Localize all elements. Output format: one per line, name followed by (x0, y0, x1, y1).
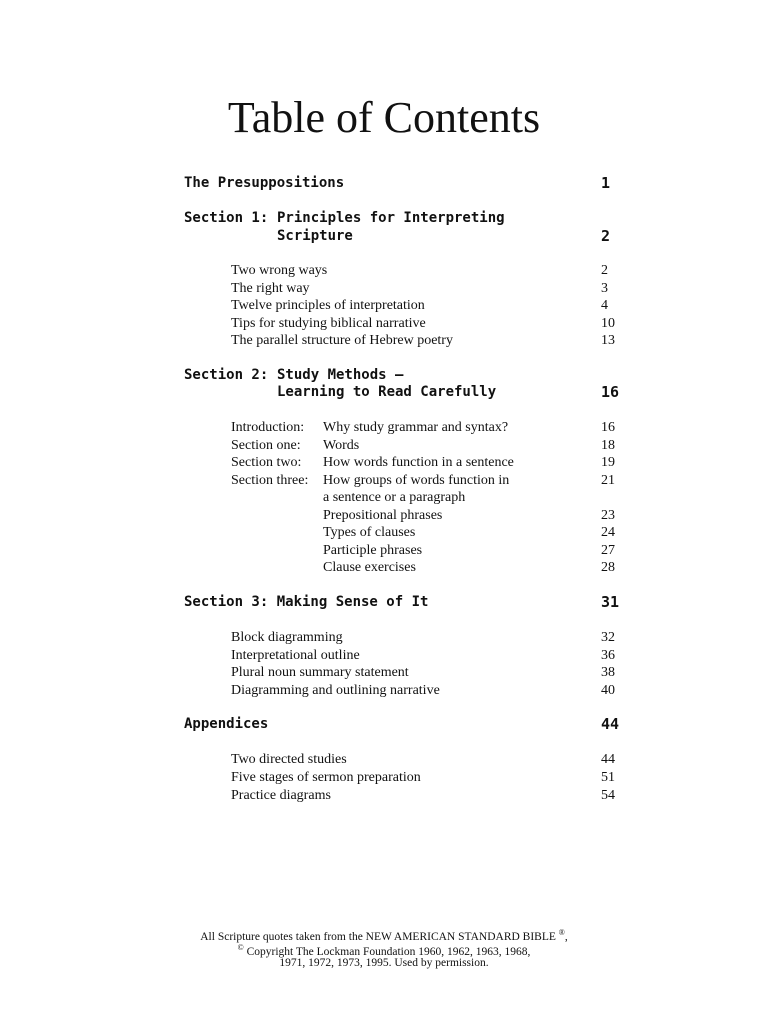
footer-line-2-text: Copyright The Lockman Foundation 1960, 1962, 1963, 1968, (246, 945, 531, 958)
section2-entry-label: Section two: (231, 455, 302, 470)
section2-entry-page: 18 (601, 438, 615, 453)
section1-title-line2: Scripture (277, 228, 353, 244)
footer-line-3: 1971, 1972, 1973, 1995. Used by permission. (279, 957, 489, 969)
section2-entry-label: Section one: (231, 438, 301, 453)
section2-entry-page: 27 (601, 543, 615, 558)
section1-entry-page: 3 (601, 281, 608, 296)
appendices-page: 44 (601, 715, 620, 733)
section1-entry-text: Twelve principles of interpretation (231, 298, 425, 313)
section1-entry-page: 13 (601, 333, 615, 348)
section1-entry-page: 4 (601, 298, 608, 313)
section2-entry-page: 24 (601, 525, 615, 540)
section3-entry-text: Interpretational outline (231, 648, 360, 663)
section2-entry-text: Prepositional phrases (323, 508, 443, 523)
appendices-entry-text: Five stages of sermon preparation (231, 770, 421, 785)
page-title: Table of Contents (227, 93, 541, 142)
section2-page: 16 (601, 383, 620, 401)
footer-line-1-end: , (564, 930, 568, 943)
section3-entry-page: 36 (601, 648, 615, 663)
section1-entry-text: The parallel structure of Hebrew poetry (231, 333, 453, 348)
section3-entry-text: Diagramming and outlining narrative (231, 683, 440, 698)
section2-entry-text: Types of clauses (323, 525, 416, 540)
footer-line-1-text: All Scripture quotes taken from the NEW AMERICAN STANDARD BIBLE (200, 930, 556, 943)
appendices-label: Appendices (184, 716, 269, 732)
section2-entry-text: Why study grammar and syntax? (323, 420, 509, 435)
appendices-entry-text: Practice diagrams (231, 788, 331, 803)
section3-entry-text: Plural noun summary statement (231, 665, 409, 680)
section2-entry-text: Words (323, 438, 360, 453)
section2-entry-text: Participle phrases (323, 543, 423, 558)
section1-label: Section 1: (184, 210, 269, 226)
section2-entry-text-cont: a sentence or a paragraph (323, 490, 466, 505)
section2-entry-text: How words function in a sentence (323, 455, 514, 470)
section3-entry-page: 40 (601, 683, 615, 698)
section3-entry-page: 32 (601, 630, 615, 645)
section3-label: Section 3: Making Sense of It (184, 594, 429, 610)
toc-page-presuppositions: 1 (601, 174, 611, 192)
appendices-entry-page: 44 (601, 752, 615, 767)
section2-entry-page: 21 (601, 473, 615, 488)
registered-mark: ® (558, 928, 565, 937)
section2-title-line2: Learning to Read Carefully (277, 384, 497, 400)
section2-entry-label: Section three: (231, 473, 309, 488)
section2-entry-page: 28 (601, 560, 615, 575)
section2-title-line1: Study Methods – (277, 367, 404, 383)
section2-entry-page: 16 (601, 420, 615, 435)
section1-entry-text: The right way (231, 281, 310, 296)
section2-entry-text: How groups of words function in (323, 473, 510, 488)
section1-entry-text: Two wrong ways (231, 263, 328, 278)
appendices-entry-page: 54 (601, 788, 615, 803)
appendices-entry-text: Two directed studies (231, 752, 347, 767)
section2-entry-label: Introduction: (231, 420, 305, 435)
section1-entry-text: Tips for studying biblical narrative (231, 316, 426, 331)
section3-entry-page: 38 (601, 665, 615, 680)
section2-entry-text: Clause exercises (323, 560, 416, 575)
section3-page: 31 (601, 593, 620, 611)
appendices-entry-page: 51 (601, 770, 615, 785)
section2-label: Section 2: (184, 367, 269, 383)
section3-entry-text: Block diagramming (231, 630, 343, 645)
section2-entry-page: 19 (601, 455, 615, 470)
section2-entry-page: 23 (601, 508, 615, 523)
toc-heading-presuppositions: The Presuppositions (184, 175, 345, 191)
section1-entry-page: 2 (601, 263, 608, 278)
copyright-mark: © (237, 943, 244, 952)
section1-entry-page: 10 (601, 316, 615, 331)
section1-page: 2 (601, 227, 611, 245)
section1-title-line1: Principles for Interpreting (277, 210, 505, 226)
